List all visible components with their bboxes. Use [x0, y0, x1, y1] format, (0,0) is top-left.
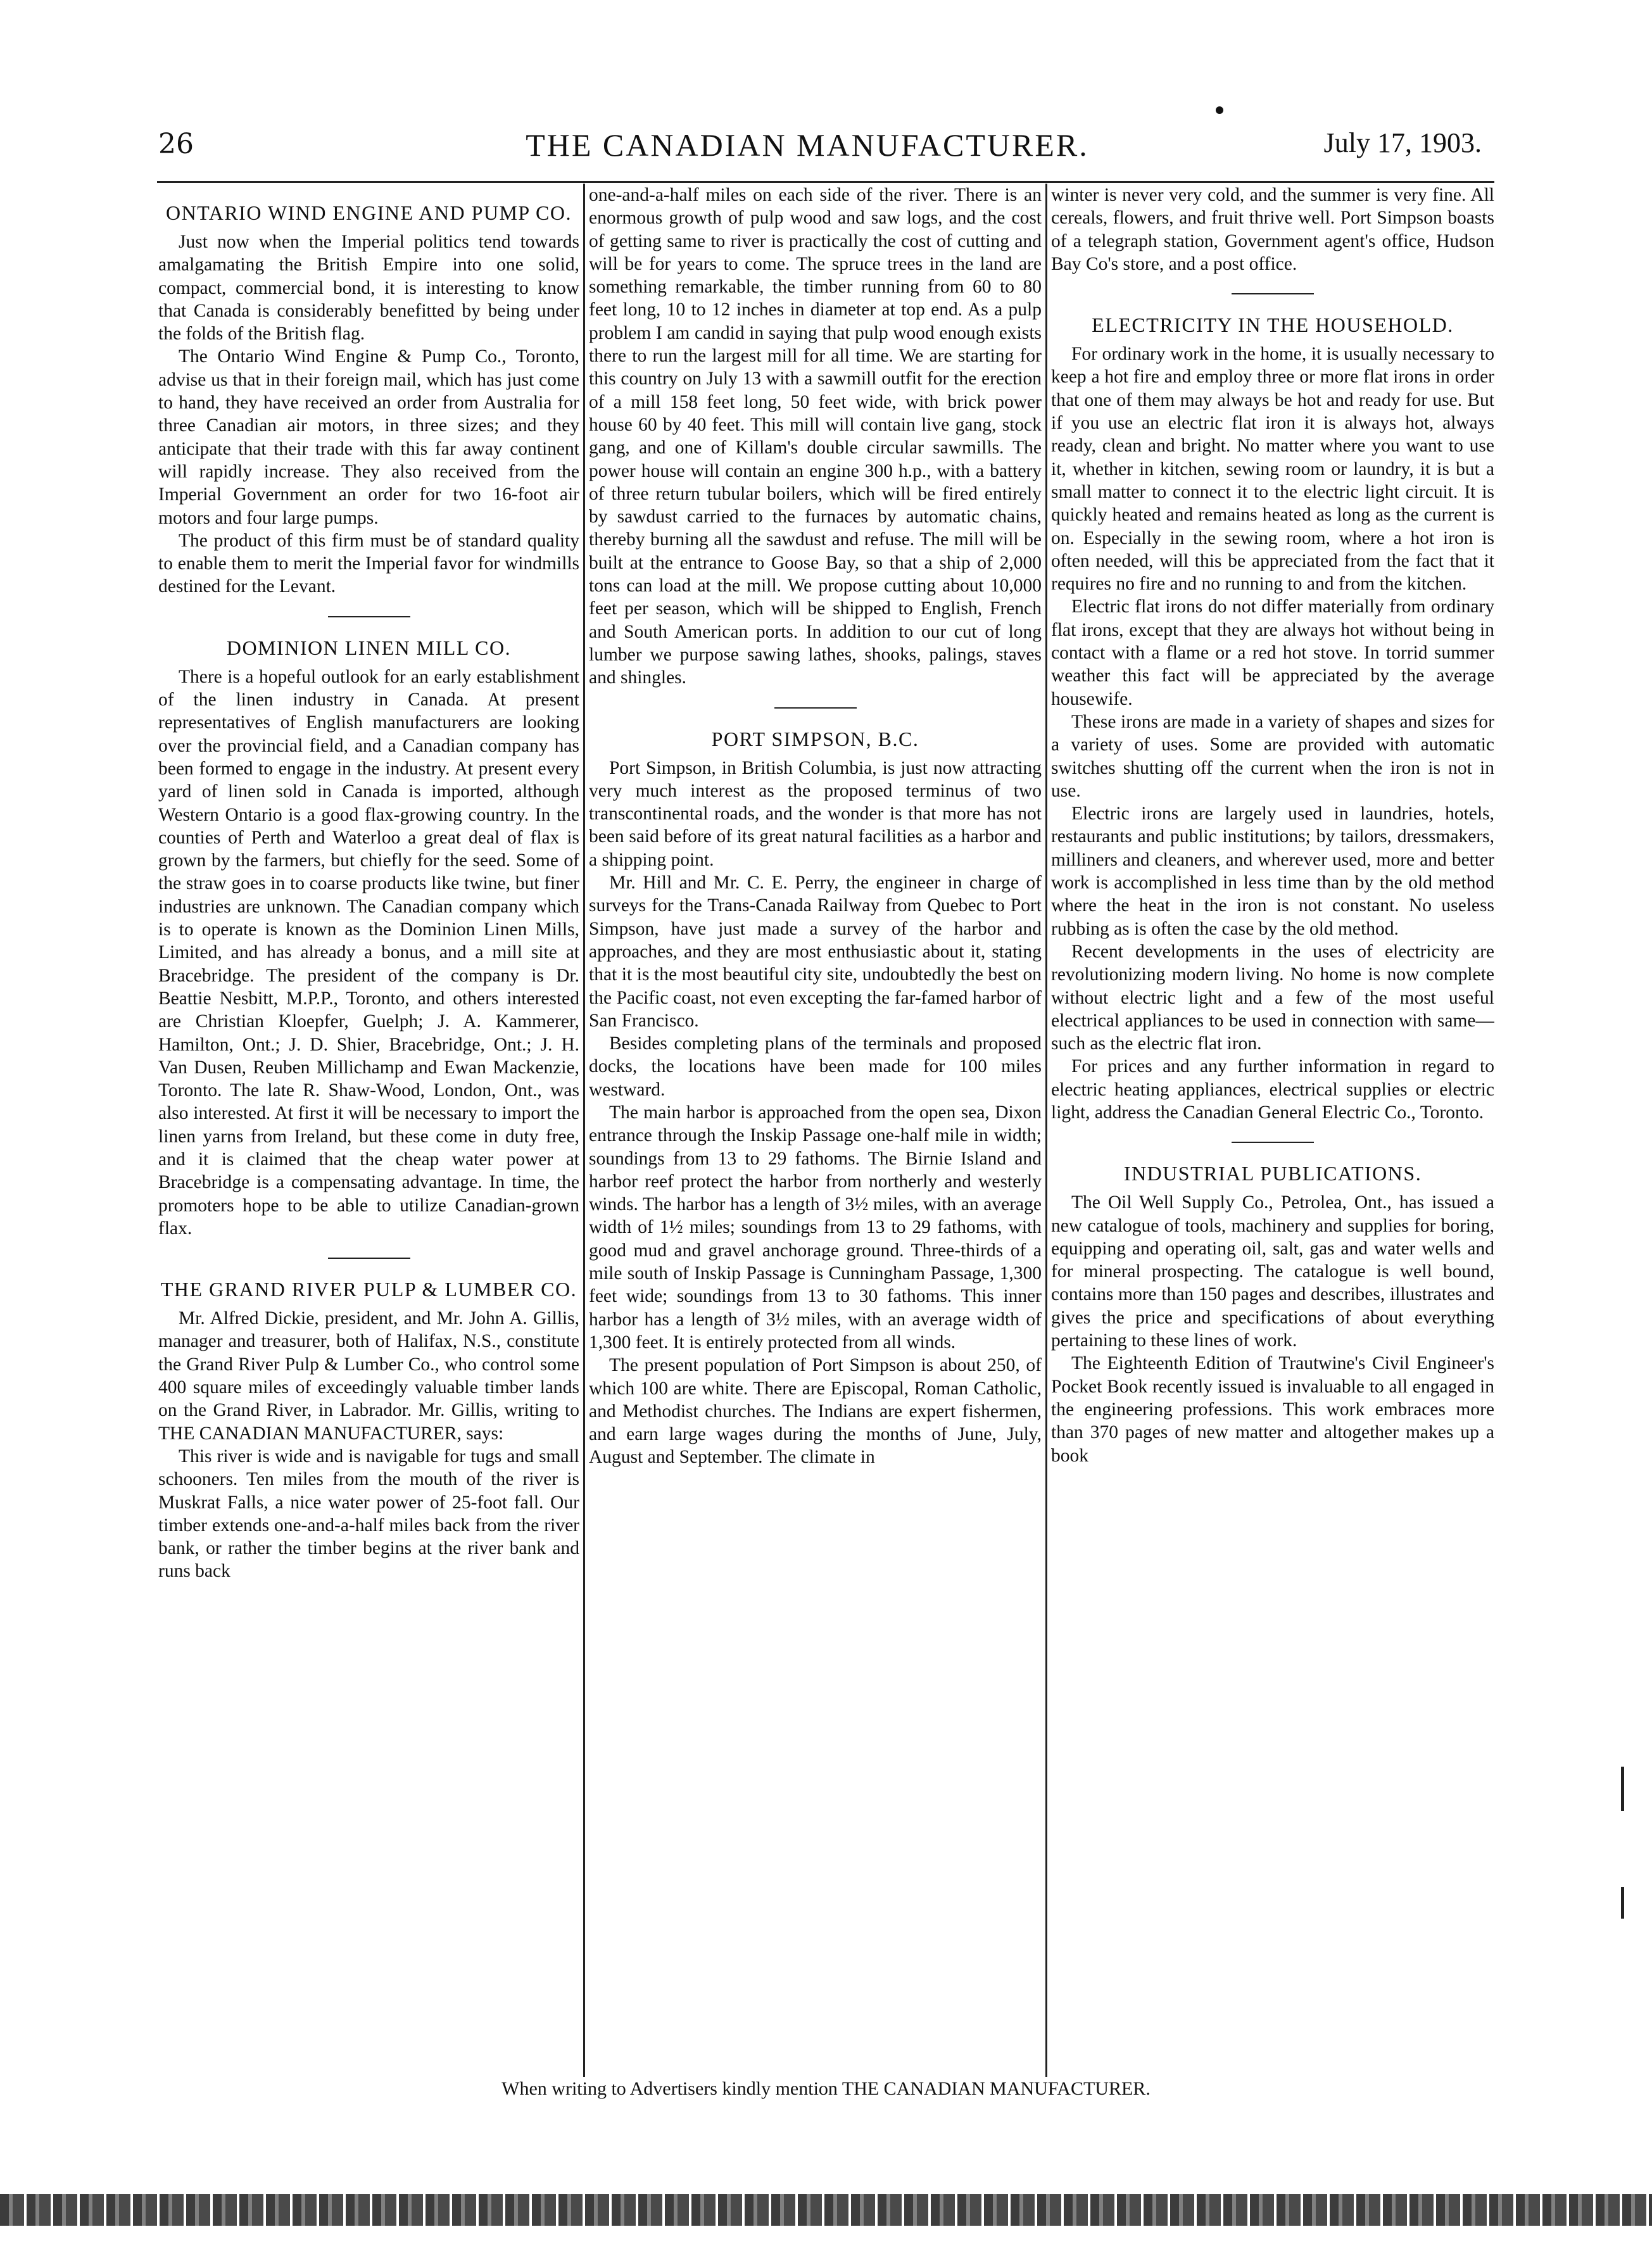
paragraph: For prices and any further information in regard to electric heating appliances, electrical supplies or electric light, address the Canadian General Electric Co., Toronto.	[1051, 1056, 1494, 1123]
article-heading-industrial: INDUSTRIAL PUBLICATIONS.	[1123, 1162, 1422, 1185]
page-header	[120, 120, 1494, 171]
paragraph: Just now when the Imperial politics tend towards amalgamating the British Empire into one solid, compact, commercial bond, it is interesting to know that Canada is considerably benefitted by being under the folds of the British flag.	[158, 232, 579, 344]
paragraph: This river is wide and is navigable for tugs and small schooners. Ten miles from the mouth of the river is Muskrat Falls, a nice water power of 25-foot fall. Our timber extends one-and-a-half miles back from the river bank, or rather the timber begins at the river bank and runs back	[158, 1446, 579, 1582]
column-rule	[583, 184, 585, 2077]
paragraph: These irons are made in a variety of shapes and sizes for a variety of uses. Some are provided with automatic switches shutting off the current when the iron is not in use.	[1051, 711, 1494, 801]
paragraph-continued: one-and-a-half miles on each side of the river. There is an enormous growth of pulp wood and saw logs, and the cost of getting same to river is practically the cost of cutting and will be for years to come. The spruce trees in the land are something remarkable, the timber running from 60 to 80 feet long, 10 to 12 inches in diameter at top end. As a pulp problem I am candid in saying that pulp wood enough exists there to run the largest mill for all time. We are starting for this country on July 13 with a sawmill outfit for the erection of a mill 158 feet long, 50 feet wide, with brick power house 60 by 40 feet. This mill will contain live gang, stock gang, and one of Killam's double circular sawmills. The power house will contain an engine 300 h.p., with a battery of three return tubular boilers, which will be fired entirely by sawdust carried to the furnaces by automatic chains, thereby burning all the sawdust and refuse. The mill will be built at the entrance to Goose Bay, so that a ship of 2,000 tons can load at the mill. We propose cutting about 10,000 feet per season, which will be shipped to English, French and South American ports. In addition to our cut of long lumber we purpose sawing lathes, shooks, palings, staves and shingles.	[589, 185, 1042, 688]
journal-title: THE CANADIAN MANUFACTURER.	[526, 127, 1089, 163]
column-right	[1051, 184, 1494, 2077]
paragraph: Mr. Hill and Mr. C. E. Perry, the engineer in charge of surveys for the Trans-Canada Railway from Quebec to Port Simpson, have just made a survey of the harbor and approaches, and they are most enthusiastic about it, stating that it is the most beautiful city site, undoubtedly the best on the Pacific coast, not even excepting the far-famed harbor of San Francisco.	[589, 873, 1042, 1031]
article-heading-linen: DOMINION LINEN MILL CO.	[226, 636, 512, 659]
print-dot	[1216, 106, 1223, 114]
column-rule	[1045, 184, 1047, 2077]
column-middle	[589, 184, 1042, 2077]
margin-mark	[1621, 1767, 1624, 1811]
section-separator	[1232, 1142, 1314, 1143]
paragraph: There is a hopeful outlook for an early establishment of the linen industry in Canada. At present representatives of English manufacturers are looking over the provincial field, and a Canadian company has been formed to engage in the industry. At present every yard of linen sold in Canada is imported, although Western Ontario is a good flax-growing country. In the counties of Perth and Waterloo a great deal of flax is grown by the farmers, but chiefly for the seed. Some of the straw goes in to coarse products like twine, but finer industries are unknown. The Canadian company which is to operate is known as the Dominion Linen Mills, Limited, and has already a bonus, and a mill site at Bracebridge. The president of the company is Dr. Beattie Nesbitt, M.P.P., Toronto, and others interested are Christian Kloepfer, Guelph; J. A. Kammerer, Hamilton, Ont.; J. D. Shier, Bracebridge, Ont.; J. H. Van Dusen, Reuben Millichamp and Ewan Mackenzie, Toronto. The late R. Shaw-Wood, London, Ont., was also interested. At first it will be necessary to import the linen yarns from Ireland, but these come in duty free, and it is claimed that the cheap water power at Bracebridge is a compensating advantage. In time, the promoters hope to be able to utilize Canadian-grown flax.	[158, 666, 579, 1239]
paragraph: The main harbor is approached from the open sea, Dixon entrance through the Inskip Passage one-half mile in width; soundings from 13 to 29 fathoms. The Birnie Island and harbor reef protect the harbor from northerly and westerly winds. The harbor has a length of 3½ miles, with an average width of 1½ miles; soundings from 13 to 29 fathoms, with good mud and gravel anchorage ground. Three-thirds of a mile south of Inskip Passage is Cunningham Passage, 1,300 feet wide; soundings from 13 to 30 fathoms. This inner harbor has a length of 3½ miles, with an average width of 1,300 feet. It is entirely protected from all winds.	[589, 1102, 1042, 1353]
column-left	[158, 184, 579, 2077]
article-heading-electricity: ELECTRICITY IN THE HOUSEHOLD.	[1092, 313, 1454, 337]
article-heading-grand-river: THE GRAND RIVER PULP & LUMBER CO.	[160, 1278, 577, 1301]
paragraph: Electric irons are largely used in laundries, hotels, restaurants and public institutions; by tailors, dressmakers, milliners and cleaners, and wherever used, more and better work is accomplished in less time than by the old method where the heat in the iron is not constant. No useless rubbing as is often the case by the old method.	[1051, 804, 1494, 939]
paragraph: The product of this firm must be of standard quality to enable them to merit the Imperial favor for windmills destined for the Levant.	[158, 530, 579, 597]
margin-mark	[1621, 1887, 1624, 1919]
header-rule	[157, 181, 1494, 183]
section-separator	[1232, 293, 1314, 294]
paragraph: Electric flat irons do not differ materially from ordinary flat irons, except that they are always hot without being in contact with a flame or a red hot stove. In torrid summer weather this fact will be appreciated by the average housewife.	[1051, 596, 1494, 709]
paragraph: The Ontario Wind Engine & Pump Co., Toronto, advise us that in their foreign mail, which has just come to hand, they have received an order from Australia for three Canadian air motors, in three sizes; and they anticipate that their trade with this far away continent will rapidly increase. They also received from the Imperial Government an order for two 16-foot air motors and four large pumps.	[158, 346, 579, 528]
article-heading-ontario: ONTARIO WIND ENGINE AND PUMP CO.	[166, 201, 572, 224]
section-separator	[328, 616, 410, 617]
paragraph: The Oil Well Supply Co., Petrolea, Ont., has issued a new catalogue of tools, machinery and supplies for boring, equipping and operating oil, salt, gas and water wells and for mineral prospecting. The catalogue is well bound, contains more than 150 pages and describes, illustrates and gives the price and specifications of about everything pertaining to these lines of work.	[1051, 1192, 1494, 1351]
paragraph-continued: winter is never very cold, and the summer is very fine. All cereals, flowers, and fruit thrive well. Port Simpson boasts of a telegraph station, Government agent's office, Hudson Bay Co's store, and a post office.	[1051, 185, 1494, 274]
section-separator	[774, 707, 857, 709]
issue-date: July 17, 1903.	[1323, 127, 1482, 158]
paragraph: The Eighteenth Edition of Trautwine's Civil Engineer's Pocket Book recently issued is invaluable to all engaged in the engineering professions. This work embraces more than 370 pages of new matter and altogether makes up a book	[1051, 1353, 1494, 1466]
footer-note: When writing to Advertisers kindly mention THE CANADIAN MANUFACTURER.	[501, 2078, 1151, 2099]
paragraph: Recent developments in the uses of electricity are revolutionizing modern living. No home is now complete without electric light and a few of the most useful electrical appliances to be used in connection with same—such as the electric flat iron.	[1051, 941, 1494, 1054]
paragraph: Mr. Alfred Dickie, president, and Mr. John A. Gillis, manager and treasurer, both of Halifax, N.S., constitute the Grand River Pulp & Lumber Co., who control some 400 square miles of exceedingly valuable timber lands on the Grand River, in Labrador. Mr. Gillis, writing to THE CANADIAN MANUFACTURER, says:	[158, 1308, 579, 1444]
paragraph: The present population of Port Simpson is about 250, of which 100 are white. There are Episcopal, Roman Catholic, and Methodist churches. The Indians are expert fishermen, and earn large wages during the months of June, July, August and September. The climate in	[589, 1355, 1042, 1468]
article-heading-port-simpson: PORT SIMPSON, B.C.	[711, 727, 919, 750]
paragraph: Besides completing plans of the terminals and proposed docks, the locations have been made for 100 miles westward.	[589, 1033, 1042, 1100]
paragraph: For ordinary work in the home, it is usually necessary to keep a hot fire and employ three or more flat irons in order that one of them may always be hot and ready for use. But if you use an electric flat iron it is always hot, always ready, clean and bright. No matter where you want to use it, whether in kitchen, sewing room or laundry, it is but a small matter to connect it to the electric light circuit. It is quickly heated and remains heated as long as the current is on. Especially in the sewing room, where a hot iron is often needed, will this be appreciated from the fact that it requires no fire and no running to and from the kitchen.	[1051, 344, 1494, 595]
page-number: 26	[158, 128, 194, 160]
section-separator	[328, 1258, 410, 1259]
paragraph: Port Simpson, in British Columbia, is just now attracting very much interest as the proposed terminus of two transcontinental roads, and the wonder is that more has not been said before of its great natural facilities as a harbor and a shipping point.	[589, 757, 1042, 870]
scan-edge-band	[0, 2194, 1652, 2226]
